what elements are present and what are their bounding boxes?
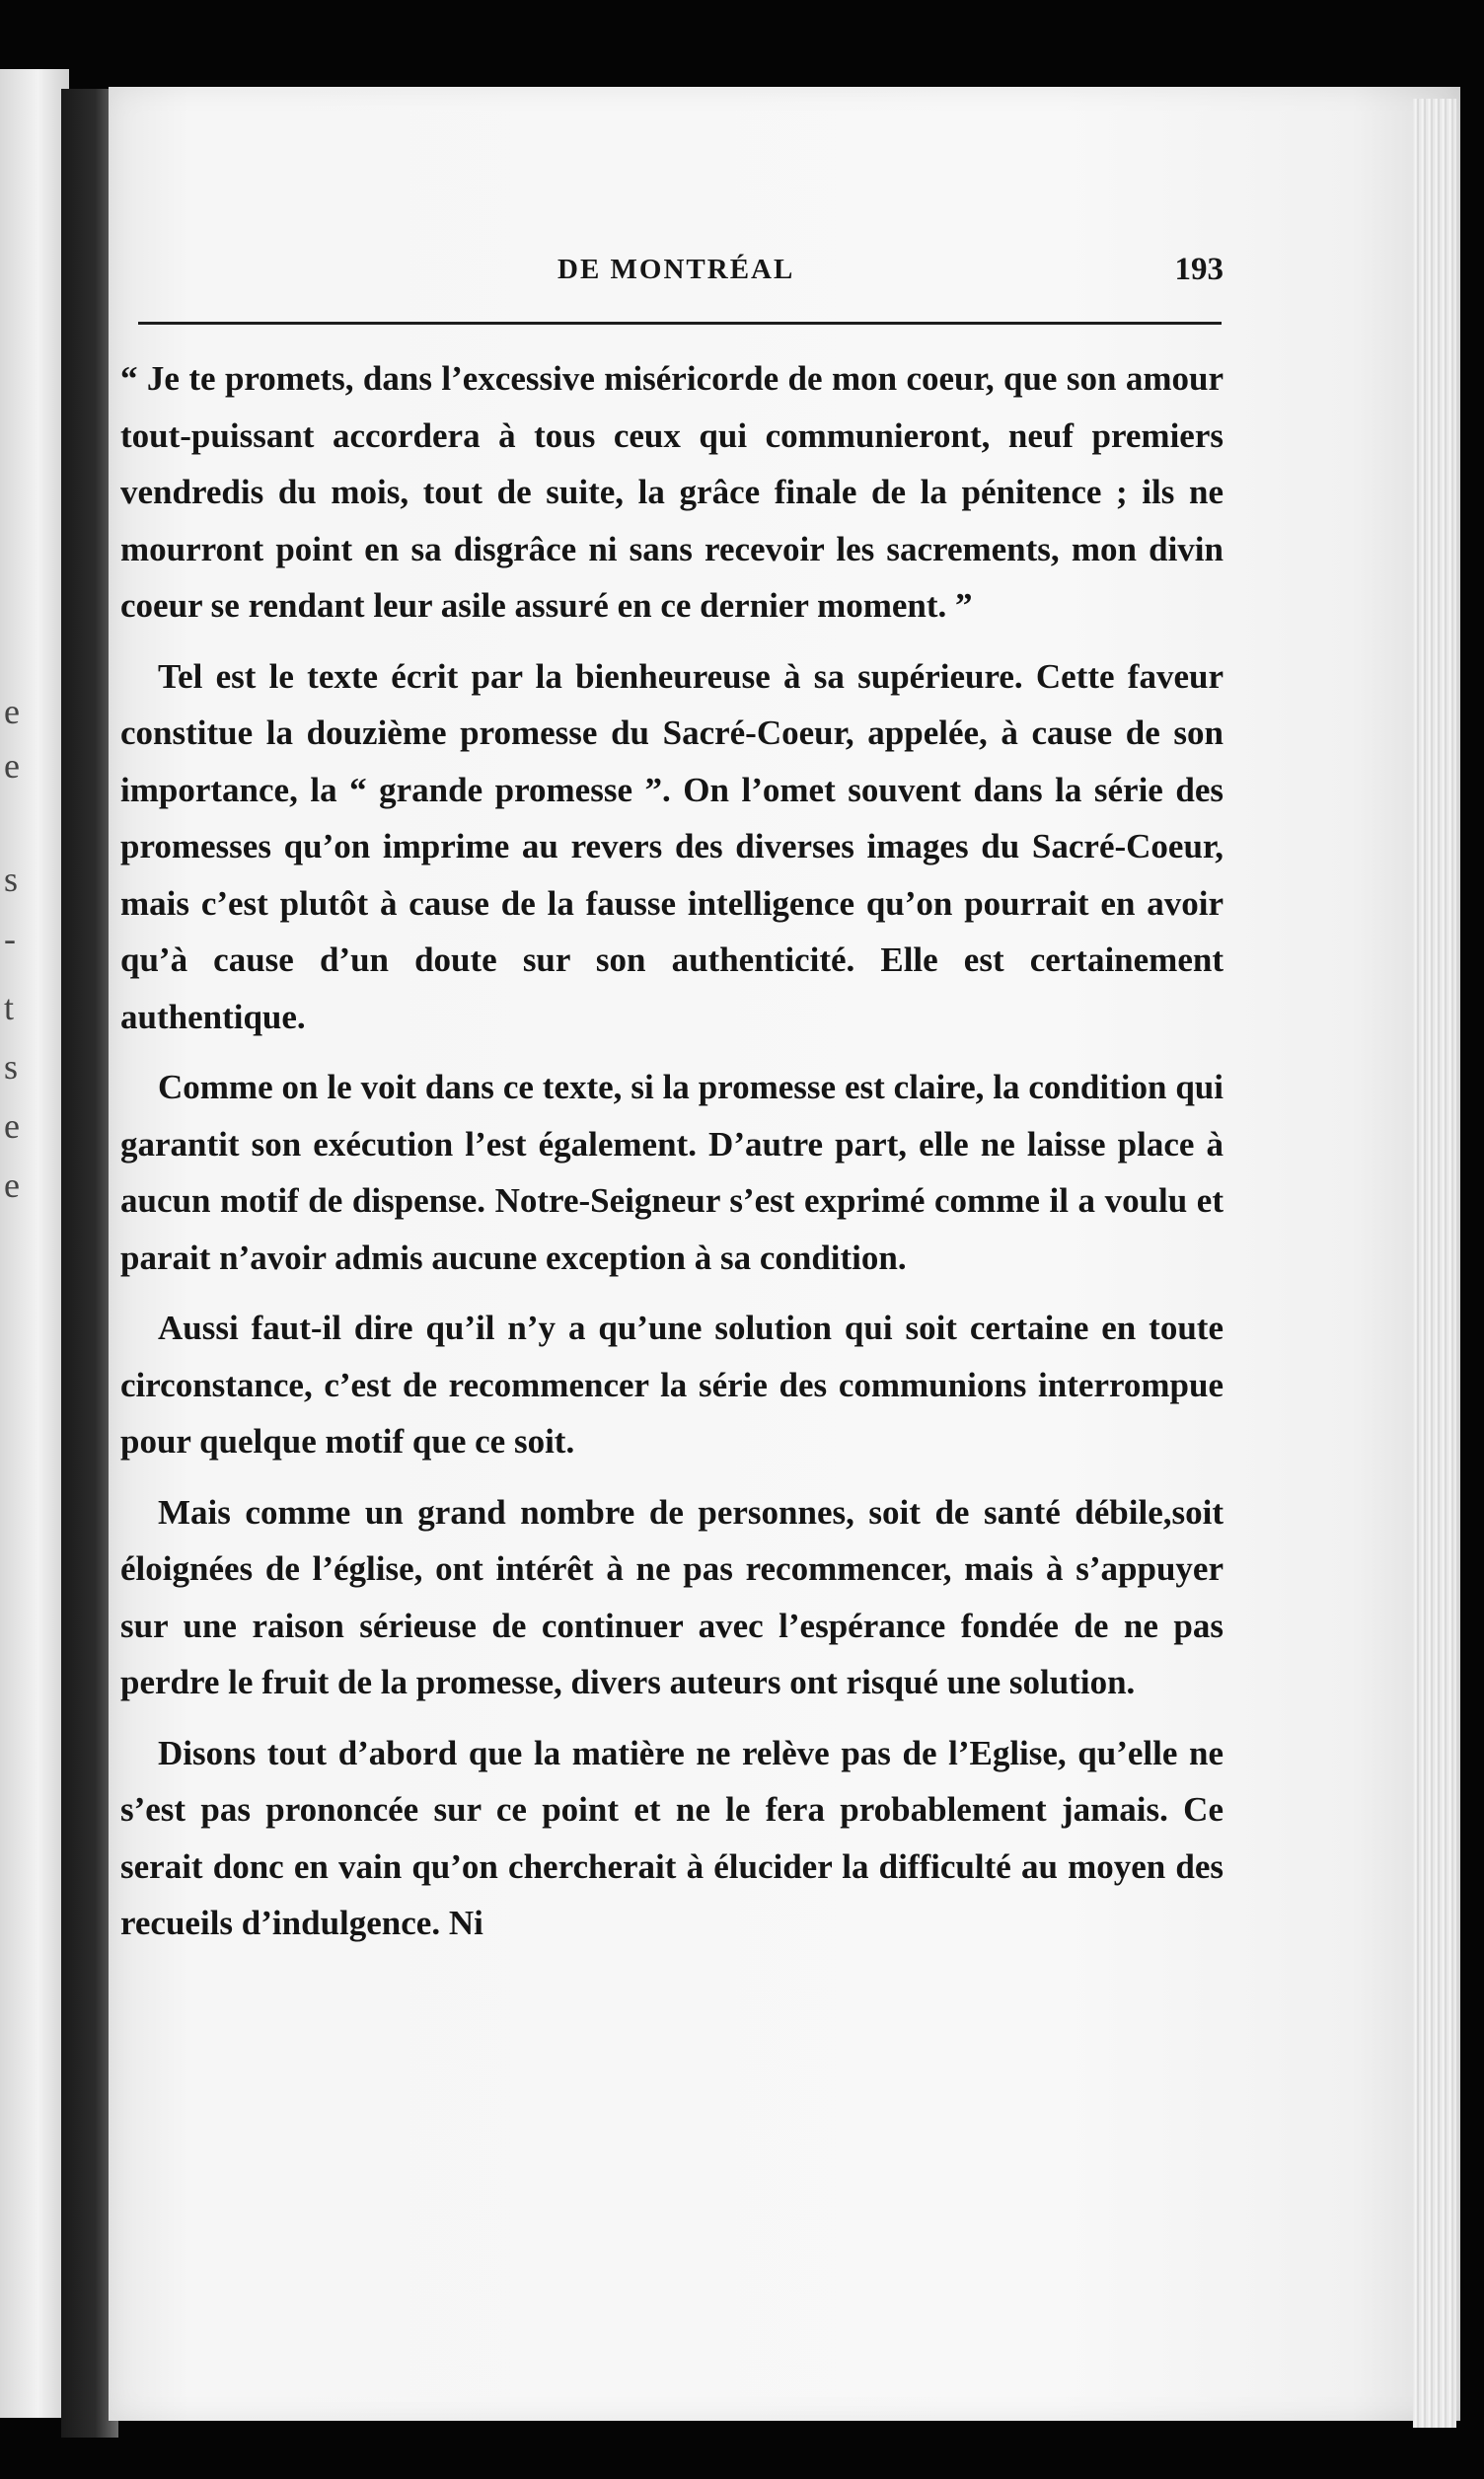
paragraph: Mais comme un grand nombre de personnes, soit de santé débile,soit éloignées de l’église, ont intérêt à ne pas recommencer, mais à s’appuyer sur une raison sérieuse de continuer avec l’espérance fondée de ne pas perdre le fruit de la promesse, divers auteurs ont risqué une solution. (120, 1492, 1224, 1701)
margin-fragment: e (4, 1165, 20, 1205)
margin-fragment: - (4, 919, 16, 958)
margin-fragment: t (4, 988, 15, 1027)
paragraph: Disons tout d’abord que la matière ne relève pas de l’Eglise, qu’elle ne s’est pas prononcée sur ce point et ne le fera probablement jamais. Ce serait donc en vain qu’on chercherait à élucider la difficulté au moyen des recueils d’indulgence. Ni (120, 1733, 1224, 1942)
page-stack-edge (1413, 99, 1456, 2428)
paragraph: Comme on le voit dans ce texte, si la promesse est claire, la condition qui garantit son exécution l’est également. D’autre part, elle ne laisse place à aucun motif de dispense. Notre-Seigneur s’est exprimé comme il a voulu et parait n’avoir admis aucune exception à sa condition. (120, 1068, 1224, 1277)
paragraph-quote: “ Je te promets, dans l’excessive miséricorde de mon coeur, que son amour tout-puissant accordera à tous ceux qui communieront, neuf premiers vendredis du mois, tout de suite, la grâce finale de la pénitence ; ils ne mourront point en sa disgrâce ni sans recevoir les sacrements, mon divin coeur se rendant leur asile assuré en ce dernier moment. ” (120, 359, 1224, 625)
header-rule (138, 322, 1222, 325)
margin-fragment: s (4, 860, 19, 899)
margin-fragment: s (4, 1047, 19, 1087)
page-number: 193 (1174, 252, 1224, 287)
running-head-title: DE MONTRÉAL (557, 254, 795, 285)
margin-fragment: e (4, 1106, 20, 1146)
body-text (120, 350, 1224, 1966)
running-head (138, 252, 1224, 301)
paragraph: Tel est le texte écrit par la bienheureuse à sa supérieure. Cette faveur constitue la douzième promesse du Sacré-Coeur, appelée, à cause de son importance, la “ grande promesse ”. On l’omet souvent dans la série des promesses qu’on imprime au revers des diverses images du Sacré-Coeur, mais c’est plutôt à cause de la fausse intelligence qu’on pourrait en avoir qu’à cause d’un doute sur son authenticité. Elle est certainement authentique. (120, 656, 1224, 1036)
margin-fragment: e (4, 746, 20, 786)
previous-page-edge (0, 69, 69, 2418)
paragraph: Aussi faut-il dire qu’il n’y a qu’une solution qui soit certaine en toute circonstance, c’est de recommencer la série des communions interrompue pour quelque motif que ce soit. (120, 1309, 1224, 1461)
margin-fragment: e (4, 692, 20, 731)
